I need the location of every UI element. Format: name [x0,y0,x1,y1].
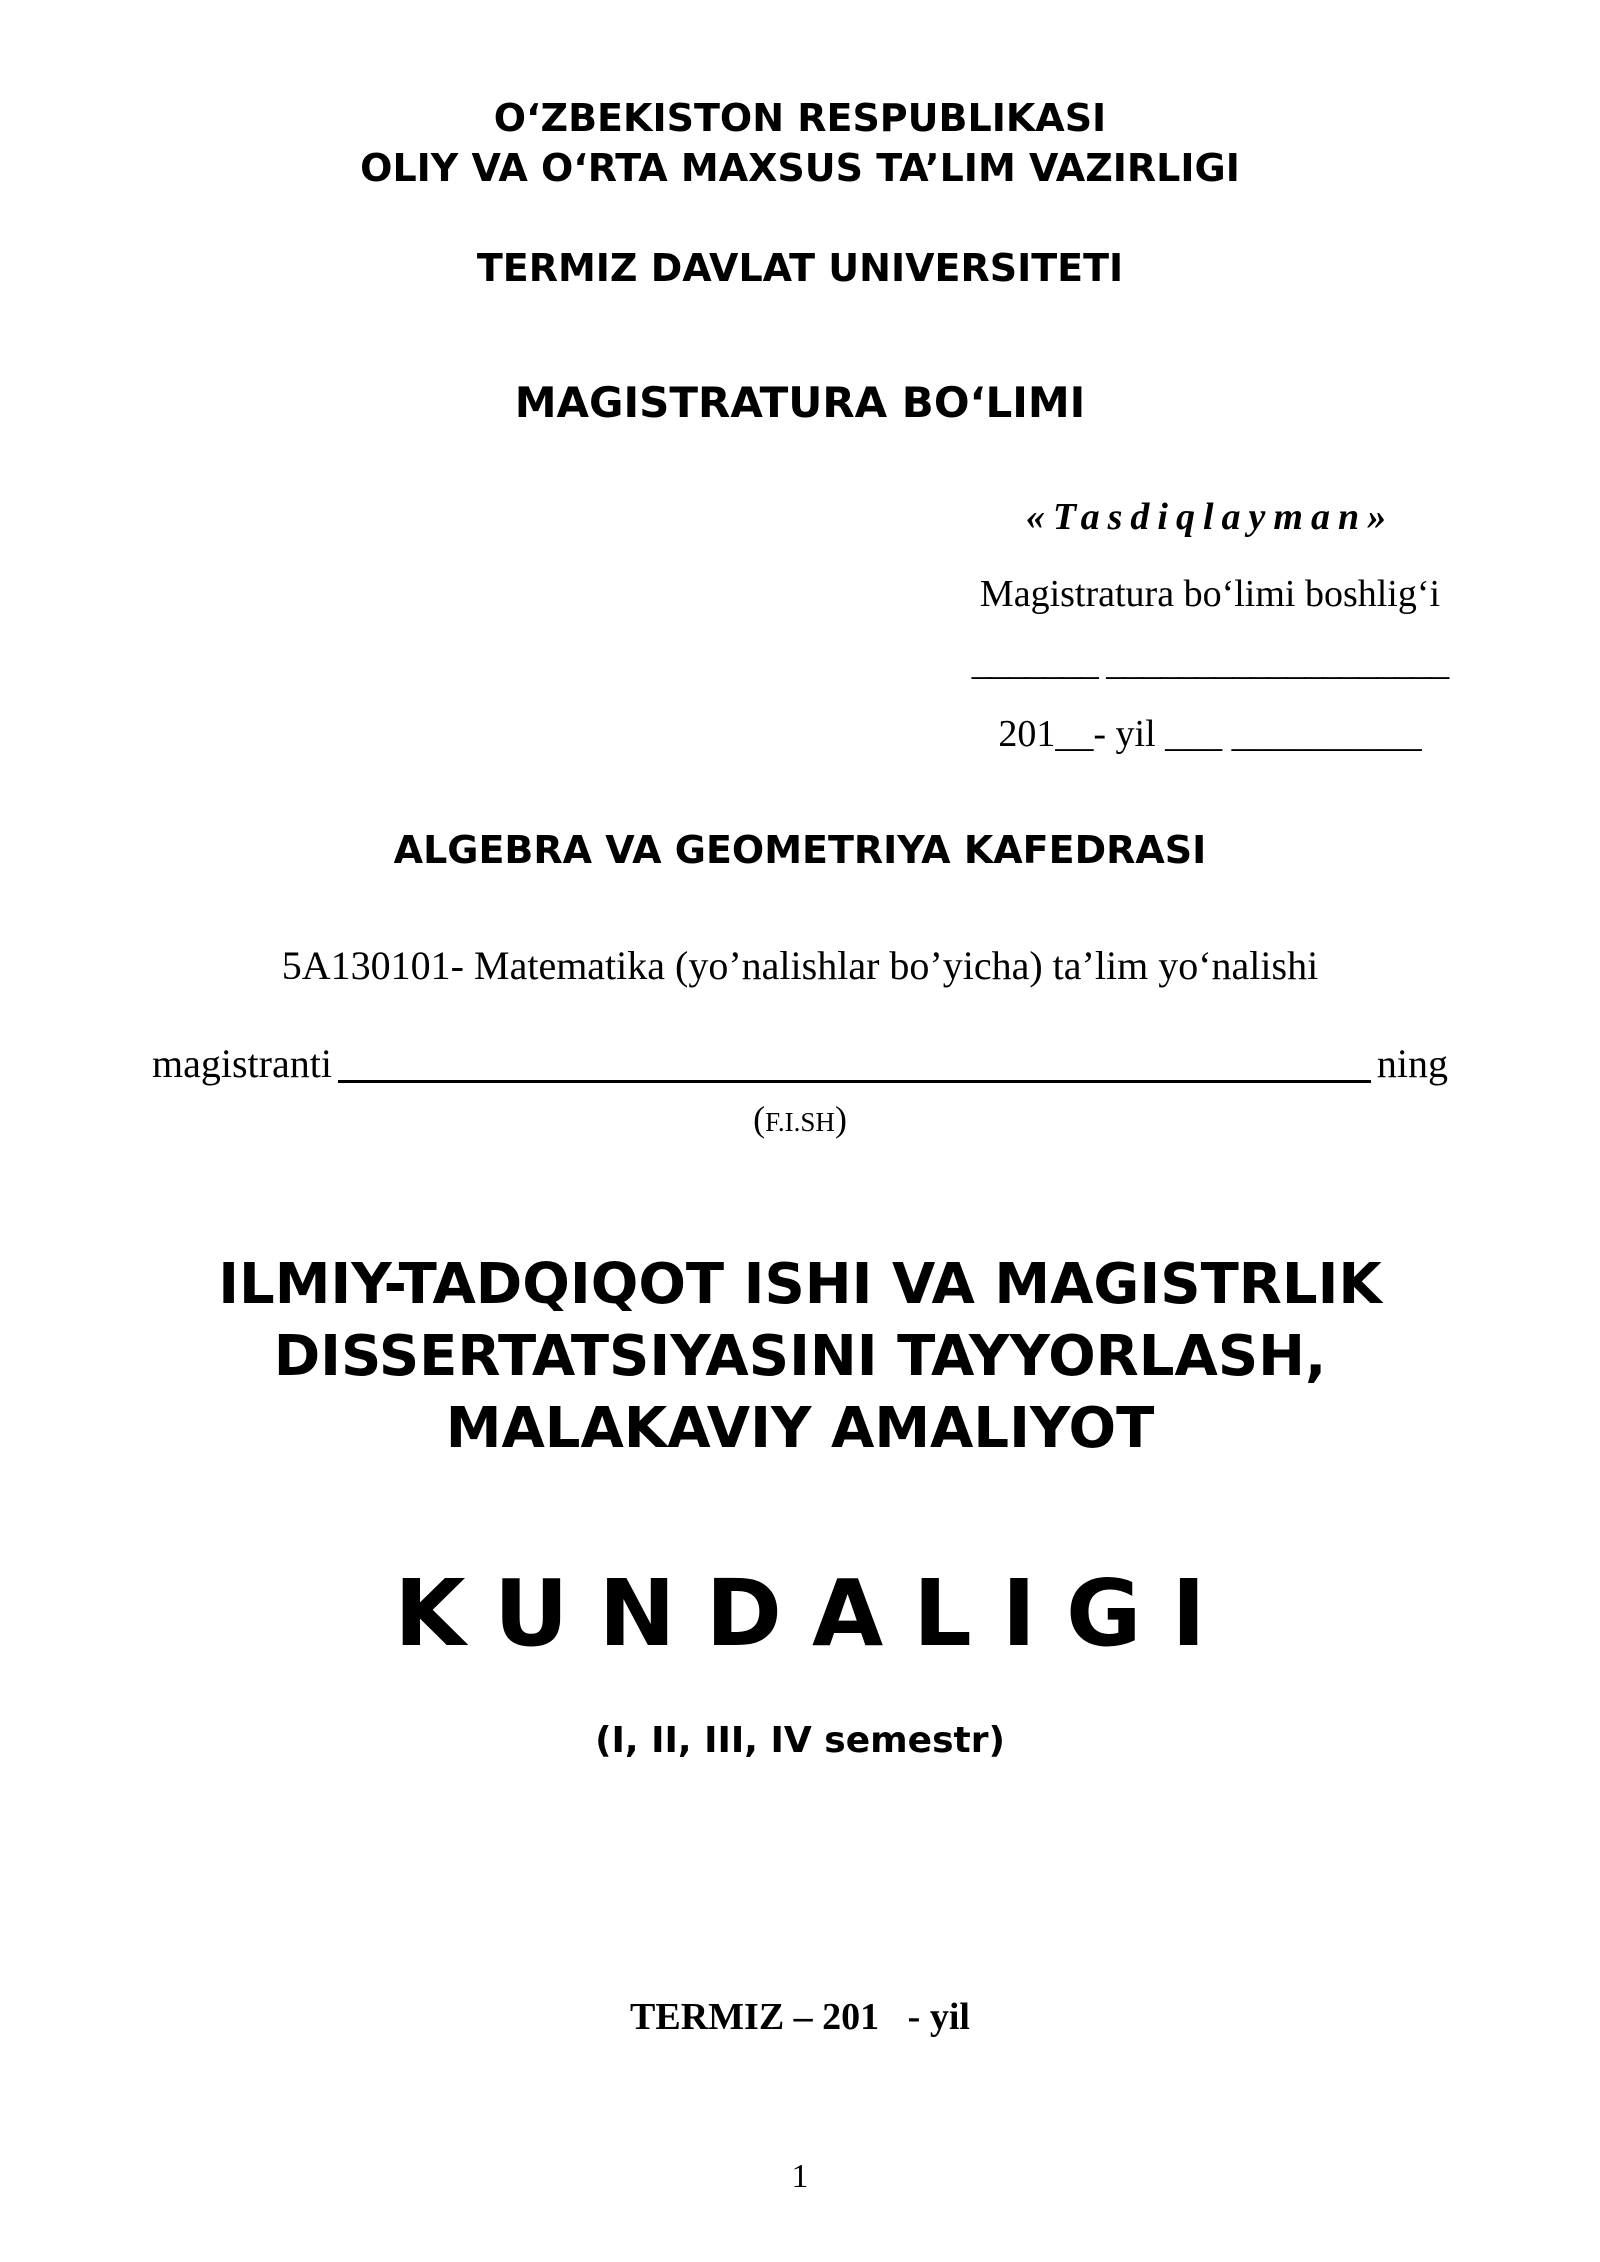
student-name-blank [338,1040,1371,1083]
ministry-line-1: O‘ZBEKISTON RESPUBLIKASI [493,96,1107,140]
fish-caption-open: ( [753,1099,766,1139]
semester-label: (I, II, III, IV semestr) [595,1720,1005,1761]
document-main-title: KUNDALIGI [394,1560,1236,1667]
chair-name: ALGEBRA VA GEOMETRIYA KAFEDRASI [393,828,1207,872]
title-line-1: ILMIY-TADQIQOT ISHI VA MAGISTRLIK [218,1252,1382,1317]
student-suffix: ning [1376,1041,1448,1086]
approval-date: 201__- yil ___ __________ [998,713,1422,755]
approval-role: Magistratura bo‘limi boshlig‘i [979,573,1441,615]
approval-title: «Tasdiqlayman» [1025,496,1395,538]
title-line-2: DISSERTATSIYASINI TAYYORLASH, [273,1324,1327,1389]
student-prefix: magistranti [152,1041,332,1086]
student-line [152,1040,1448,1087]
city-year: TERMIZ – 201 - yil [630,1996,970,2038]
fish-caption-text: F.I.SH [765,1107,835,1137]
fish-caption [0,1098,1600,1140]
fish-caption-close: ) [834,1099,847,1139]
ministry-line-2: OLIY VA O‘RTA MAXSUS TA’LIM VAZIRLIGI [360,146,1240,190]
approval-signature-line: _______ ___________________ [971,641,1449,683]
page-number: 1 [791,2158,809,2195]
department-name: MAGISTRATURA BO‘LIMI [514,378,1086,427]
university-name: TERMIZ DAVLAT UNIVERSITETI [476,246,1124,290]
program-line: 5A130101- Matematika (yo’nalishlar bo’yicha) ta’lim yo‘nalishi [281,943,1319,988]
title-line-3: MALAKAVIY AMALIYOT [445,1396,1155,1461]
